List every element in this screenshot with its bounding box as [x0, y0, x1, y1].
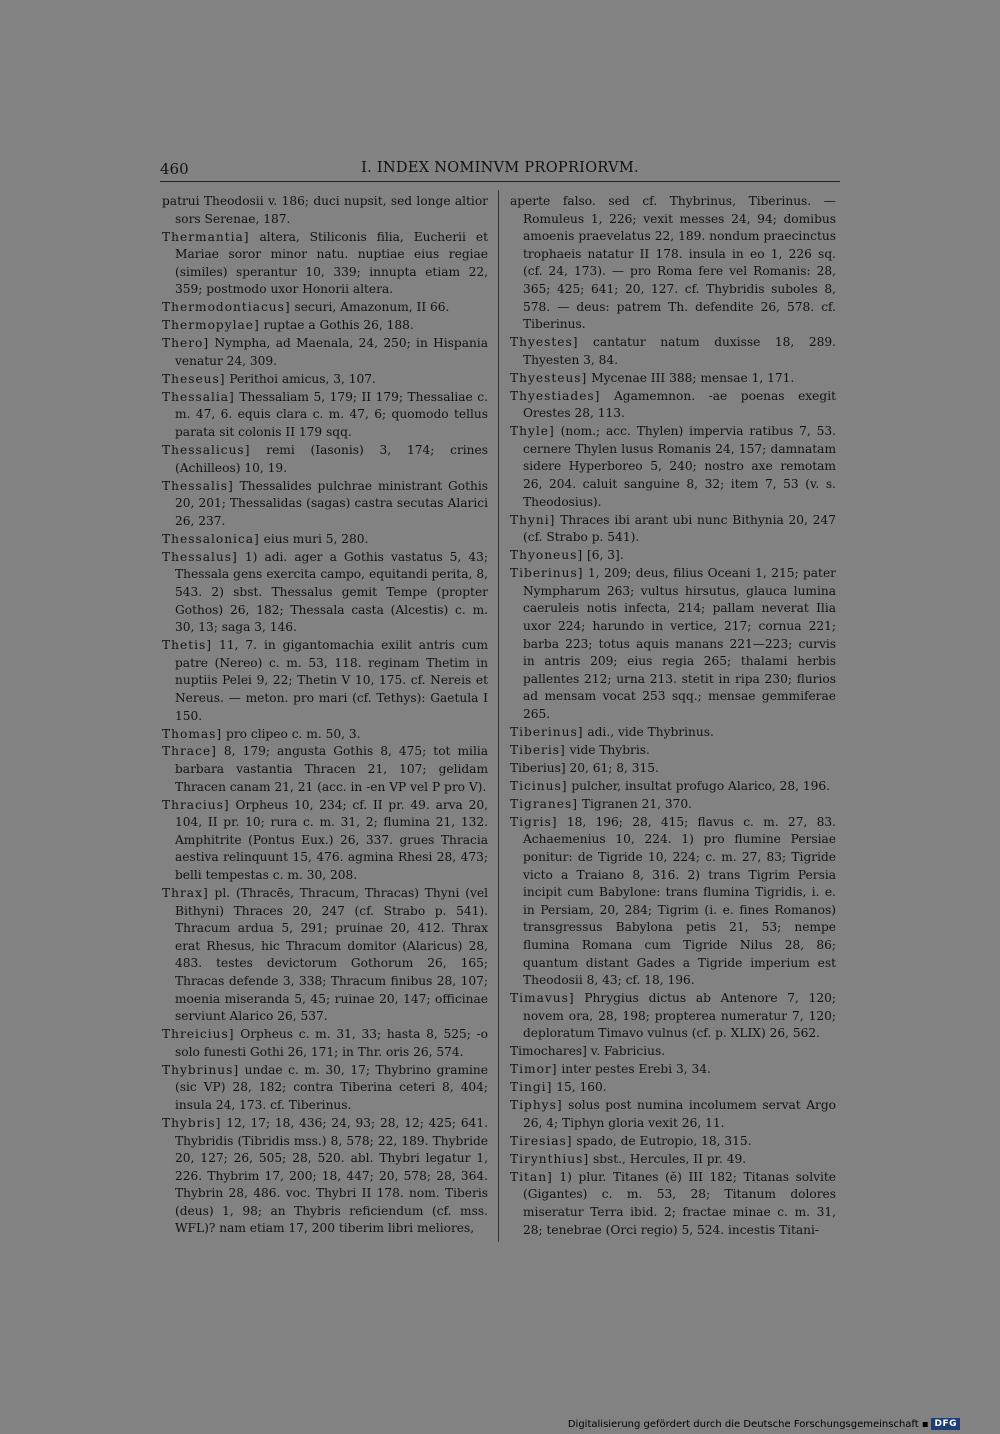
entry-text: pl. (Thracēs, Thracum, Thracas) Thyni (vel Bithyni) Thraces 20, 247 (cf. Strabo p. 541). Thracum ardua 5, 291; pruinae 20, 412. Thrax erat Rhesus, hic Thracum domitor (Alaricus) 28, 483. testes devictorum Gothorum 26, 165; Thracas defende 3, 338; Thracum finibus 28, 107; moenia miseranda 5, 45; ruinae 20, 147; officinae serviunt Alarico 26, 537.: [175, 886, 488, 1024]
entry-text: vide Thybris.: [569, 742, 650, 757]
index-entry: [162, 193, 488, 228]
column-divider: [498, 190, 499, 1242]
dfg-logo: DFG: [931, 1418, 960, 1430]
entry-lemma: Thyle]: [510, 424, 555, 439]
index-entry: [162, 531, 488, 549]
index-entry: [510, 370, 836, 388]
entry-text: 1) plur. Titanes (ĕ) III 182; Titanas solvite (Gigantes) c. m. 53, 28; Titanum dolores miseratur Terra ibid. 2; fractae minae c. m. 31, 28; tenebrae (Orci regio) 5, 524. incestis Titani-: [523, 1169, 836, 1237]
entry-text: pulcher, insultat profugo Alarico, 28, 196.: [571, 778, 831, 793]
entry-text: sbst., Hercules, II pr. 49.: [592, 1151, 747, 1166]
entry-text: inter pestes Erebi 3, 34.: [561, 1062, 711, 1077]
entry-lemma: Theseus]: [162, 371, 226, 386]
index-entry: [510, 547, 836, 565]
index-entry: [510, 778, 836, 796]
entry-lemma: Tiberinus]: [510, 724, 584, 739]
page-number: 460: [160, 160, 189, 178]
entry-lemma: Thybris]: [162, 1115, 222, 1130]
entry-text: Timochares] v. Fabricius.: [510, 1044, 666, 1059]
entry-lemma: Tiresias]: [510, 1133, 573, 1148]
footer-credit: [568, 1418, 960, 1430]
entry-lemma: Tingi]: [510, 1080, 553, 1095]
index-entry: [510, 760, 836, 778]
entry-text: Phrygius dictus ab Antenore 7, 120; novem ora, 28, 198; propterea numeratur 7, 120; deploratum Timavo vulnus (cf. p. XLIX) 26, 562.: [523, 991, 837, 1041]
index-entry: [510, 990, 836, 1043]
entry-lemma: Timavus]: [510, 991, 575, 1006]
entry-text: Mycenae III 388; mensae 1, 171.: [591, 370, 795, 385]
index-entry: [162, 726, 488, 744]
entry-text: Agamemnon. -ae poenas exegit Orestes 28, 113.: [523, 388, 836, 421]
index-entry: [510, 1079, 836, 1097]
entry-text: remi (Iasonis) 3, 174; crines (Achilleos) 10, 19.: [175, 443, 489, 475]
index-entry: [162, 797, 488, 885]
index-entry: [162, 335, 488, 370]
entry-lemma: Thessalicus]: [162, 443, 251, 458]
entry-text: 12, 17; 18, 436; 24, 93; 28, 12; 425; 641. Thybridis (Tibridis mss.) 8, 578; 22, 189. Thybride 20, 127; 26, 505; 28, 520. abl. Thybri legatur 1, 226. Thybrim 17, 200; 18, 447; 20, 578; 28, 364. Thybrin 28, 486. voc. Thybri II 178. nom. Tiberis (deus) 1, 98; an Thybris reficiendum (cf. mss. WFL)? nam etiam 17, 200 tiberim libri meliores,: [175, 1115, 488, 1236]
entry-lemma: Thero]: [162, 336, 210, 351]
entry-lemma: Thrax]: [162, 886, 209, 901]
entry-lemma: Thessalus]: [162, 549, 238, 564]
index-entry: [510, 193, 836, 334]
entry-lemma: Thermodontiacus]: [162, 300, 291, 315]
entry-lemma: Thessalonica]: [162, 531, 260, 546]
entry-text: aperte falso. sed cf. Thybrinus, Tiberinus. — Romuleus 1, 226; vexit messes 24, 94; domibus amoenis praevelatus 22, 189. nondum praecinctus trophaeis natatur II 178. insula in eo 1, 226 sq. (cf. 24, 173). — pro Roma fere vel Romanis: 28, 365; 425; 641; 20, 127. cf. Thybridis suboles 8, 578. — deus: patrem Th. defendite 26, 578. cf. Tiberinus.: [510, 194, 836, 332]
entry-lemma: Thyni]: [510, 512, 556, 527]
index-entry: [510, 1151, 836, 1169]
entry-text: Nympha, ad Maenala, 24, 250; in Hispania venatur 24, 309.: [175, 336, 489, 368]
entry-text: patrui Theodosii v. 186; duci nupsit, sed longe altior sors Serenae, 187.: [162, 194, 488, 226]
index-entry: [510, 1133, 836, 1151]
header-rule: [160, 181, 840, 182]
entry-lemma: Threicius]: [162, 1027, 235, 1042]
entry-lemma: Thybrinus]: [162, 1062, 240, 1077]
index-entry: [510, 565, 836, 723]
index-entry: [510, 1097, 836, 1132]
entry-text: 8, 179; angusta Gothis 8, 475; tot milia barbara vastantia Thracen 21, 107; gelidam Thracen canam 21, 21 (acc. in -en VP vel P pro V).: [175, 744, 489, 794]
index-entry: [162, 1115, 488, 1238]
entry-text: pro clipeo c. m. 50, 3.: [226, 726, 361, 741]
entry-lemma: Thermopylae]: [162, 318, 260, 333]
index-entry: [510, 1169, 836, 1239]
index-entry: [162, 389, 488, 442]
index-entry: [162, 549, 488, 637]
right-column: [510, 193, 836, 1240]
entry-text: Tiberius] 20, 61; 8, 315.: [510, 760, 659, 775]
entry-lemma: Tirynthius]: [510, 1151, 590, 1166]
index-entry: [162, 442, 488, 477]
entry-lemma: Tigris]: [510, 814, 558, 829]
entry-lemma: Ticinus]: [510, 778, 568, 793]
entry-text: Perithoi amicus, 3, 107.: [229, 371, 376, 386]
entry-lemma: Thyoneus]: [510, 548, 584, 563]
entry-text: 1) adi. ager a Gothis vastatus 5, 43; Thessala gens exercita campo, equitandi perita, 8, 543. 2) sbst. Thessalus gemit Tempe (propter Gothos) 26, 182; Thessala casta (Alcestis) c. m. 30, 13; saga 3, 146.: [175, 549, 489, 635]
index-entry: [510, 742, 836, 760]
entry-text: 11, 7. in gigantomachia exilit antris cum patre (Nereo) c. m. 53, 118. reginam Thetim in nuptiis Pelei 9, 22; Thetin V 10, 175. cf. Nereis et Nereus. — meton. pro mari (cf. Tethys): Gaetula I 150.: [175, 638, 489, 723]
credit-text: Digitalisierung gefördert durch die Deutsche Forschungsgemeinschaft: [567, 1418, 919, 1430]
entry-lemma: Thrace]: [162, 744, 217, 759]
entry-text: eius muri 5, 280.: [263, 531, 369, 546]
running-head: I. INDEX NOMINVM PROPRIORVM.: [361, 160, 639, 176]
index-entry: [510, 334, 836, 369]
entry-lemma: Thyestiades]: [510, 388, 601, 403]
entry-lemma: Tiphys]: [510, 1098, 563, 1113]
entry-text: adi., vide Thybrinus.: [587, 724, 714, 739]
index-entry: [162, 885, 488, 1026]
entry-lemma: Tiberis]: [510, 742, 566, 757]
entry-lemma: Tiberinus]: [510, 566, 584, 581]
left-column: [162, 193, 488, 1238]
index-entry: [162, 371, 488, 389]
entry-lemma: Thetis]: [162, 638, 212, 653]
index-entry: [162, 743, 488, 796]
entry-text: [6, 3].: [587, 548, 624, 563]
index-entry: [510, 796, 836, 814]
entry-text: Orpheus 10, 234; cf. II pr. 49. arva 20, 104, II pr. 10; rura c. m. 31, 2; flumina 21, 132. Amphitrite (Pontus Eux.) 26, 337. grues Thracia aestiva relinquunt 15, 476. agmina Rhesi 28, 473; belli tempestas c. m. 30, 208.: [175, 797, 489, 883]
entry-text: Thessalides pulchrae ministrant Gothis 20, 201; Thessalidas (sagas) castra secutas Alarici 26, 237.: [175, 478, 488, 528]
index-entry: [162, 317, 488, 335]
entry-lemma: Thessalia]: [162, 389, 235, 404]
entry-text: (nom.; acc. Thylen) impervia ratibus 7, 53. cernere Thylen lusus Romanis 24, 157; damnatam sidere Hyperboreo 5, 240; nostro axe remotam 26, 204. caluit sanguine 8, 32; item 7, 53 (v. s. Theodosius).: [523, 424, 837, 509]
index-entry: [510, 1043, 836, 1061]
entry-text: securi, Amazonum, II 66.: [294, 300, 450, 315]
entry-text: cantatur natum duxisse 18, 289. Thyesten 3, 84.: [523, 335, 836, 367]
entry-text: undae c. m. 30, 17; Thybrino gramine (sic VP) 28, 182; contra Tiberina ceteri 8, 404; insula 24, 173. cf. Tiberinus.: [175, 1062, 488, 1112]
index-entry: [510, 724, 836, 742]
index-entry: [162, 1026, 488, 1061]
entry-lemma: Thermantia]: [162, 229, 250, 244]
index-entry: [510, 1061, 836, 1079]
entry-lemma: Tigranes]: [510, 796, 578, 811]
entry-text: solus post numina incolumem servat Argo 26, 4; Tiphyn gloria vexit 26, 11.: [523, 1098, 836, 1130]
entry-text: Thraces ibi arant ubi nunc Bithynia 20, 247 (cf. Strabo p. 541).: [523, 512, 836, 545]
index-entry: [162, 637, 488, 725]
entry-text: spado, de Eutropio, 18, 315.: [576, 1133, 752, 1148]
credit-separator: ▪: [921, 1418, 929, 1430]
entry-lemma: Timor]: [510, 1062, 558, 1077]
index-entry: [162, 299, 488, 317]
index-entry: [510, 388, 836, 423]
index-entry: [510, 512, 836, 547]
entry-lemma: Thyestes]: [510, 335, 579, 350]
entry-text: Orpheus c. m. 31, 33; hasta 8, 525; -o solo funesti Gothi 26, 171; in Thr. oris 26, 574.: [175, 1027, 488, 1059]
index-entry: [510, 814, 836, 990]
entry-text: ruptae a Gothis 26, 188.: [263, 318, 414, 333]
entry-text: 1, 209; deus, filius Oceani 1, 215; pater Nympharum 263; vultus hirsutus, glauca lumina caeruleis notis infecta, 214; pallam neverat Ilia uxor 224; harundo in vertice, 217; cornua 221; barba 223; totus aquis manans 221—223; curvis in antris 209; eius regia 265; thalami herbis pallentes 212; urna 213. stetit in ripa 230; flurios ad mensam vocat 253 sqq.; mensae gemmiferae 265.: [523, 566, 836, 721]
index-entry: [162, 229, 488, 299]
index-entry: [162, 478, 488, 531]
entry-text: Tigranen 21, 370.: [581, 796, 692, 811]
entry-lemma: Thyesteus]: [510, 370, 588, 385]
page-header: [160, 160, 840, 182]
index-entry: [162, 1062, 488, 1115]
entry-lemma: Thessalis]: [162, 478, 234, 493]
entry-text: 18, 196; 28, 415; flavus c. m. 27, 83. Achaemenius 10, 224. 1) pro flumine Persiae ponitur: de Tigride 10, 224; c. m. 27, 83; Tigride victo a Traiano 8, 316. 2) trans Tigrim Persia incipit cum Babylone: trans flumina Tigridis, i. e. in Persiam, 20, 284; Tigrim (i. e. fines Romanos) transgressus Babylona petis 21, 53; nempe flumina Romana cum Tigride Nilus 28, 86; quantum distant Gades a Tigride imperium est Theodosii 8, 43; cf. 18, 196.: [523, 814, 836, 988]
entry-text: 15, 160.: [556, 1080, 607, 1095]
entry-lemma: Titan]: [510, 1169, 553, 1184]
index-entry: [510, 423, 836, 511]
entry-text: altera, Stiliconis filia, Eucherii et Mariae soror minor natu. nuptiae eius regiae (similes) sperantur 10, 339; innupta etiam 22, 359; postmodo uxor Honorii altera.: [175, 229, 489, 297]
entry-lemma: Thomas]: [162, 726, 223, 741]
entry-text: Thessaliam 5, 179; II 179; Thessaliae c. m. 47, 6. equis clara c. m. 47, 6; quomodo tellus parata sit colonis II 179 sqq.: [175, 389, 489, 440]
entry-lemma: Thracius]: [162, 797, 230, 812]
